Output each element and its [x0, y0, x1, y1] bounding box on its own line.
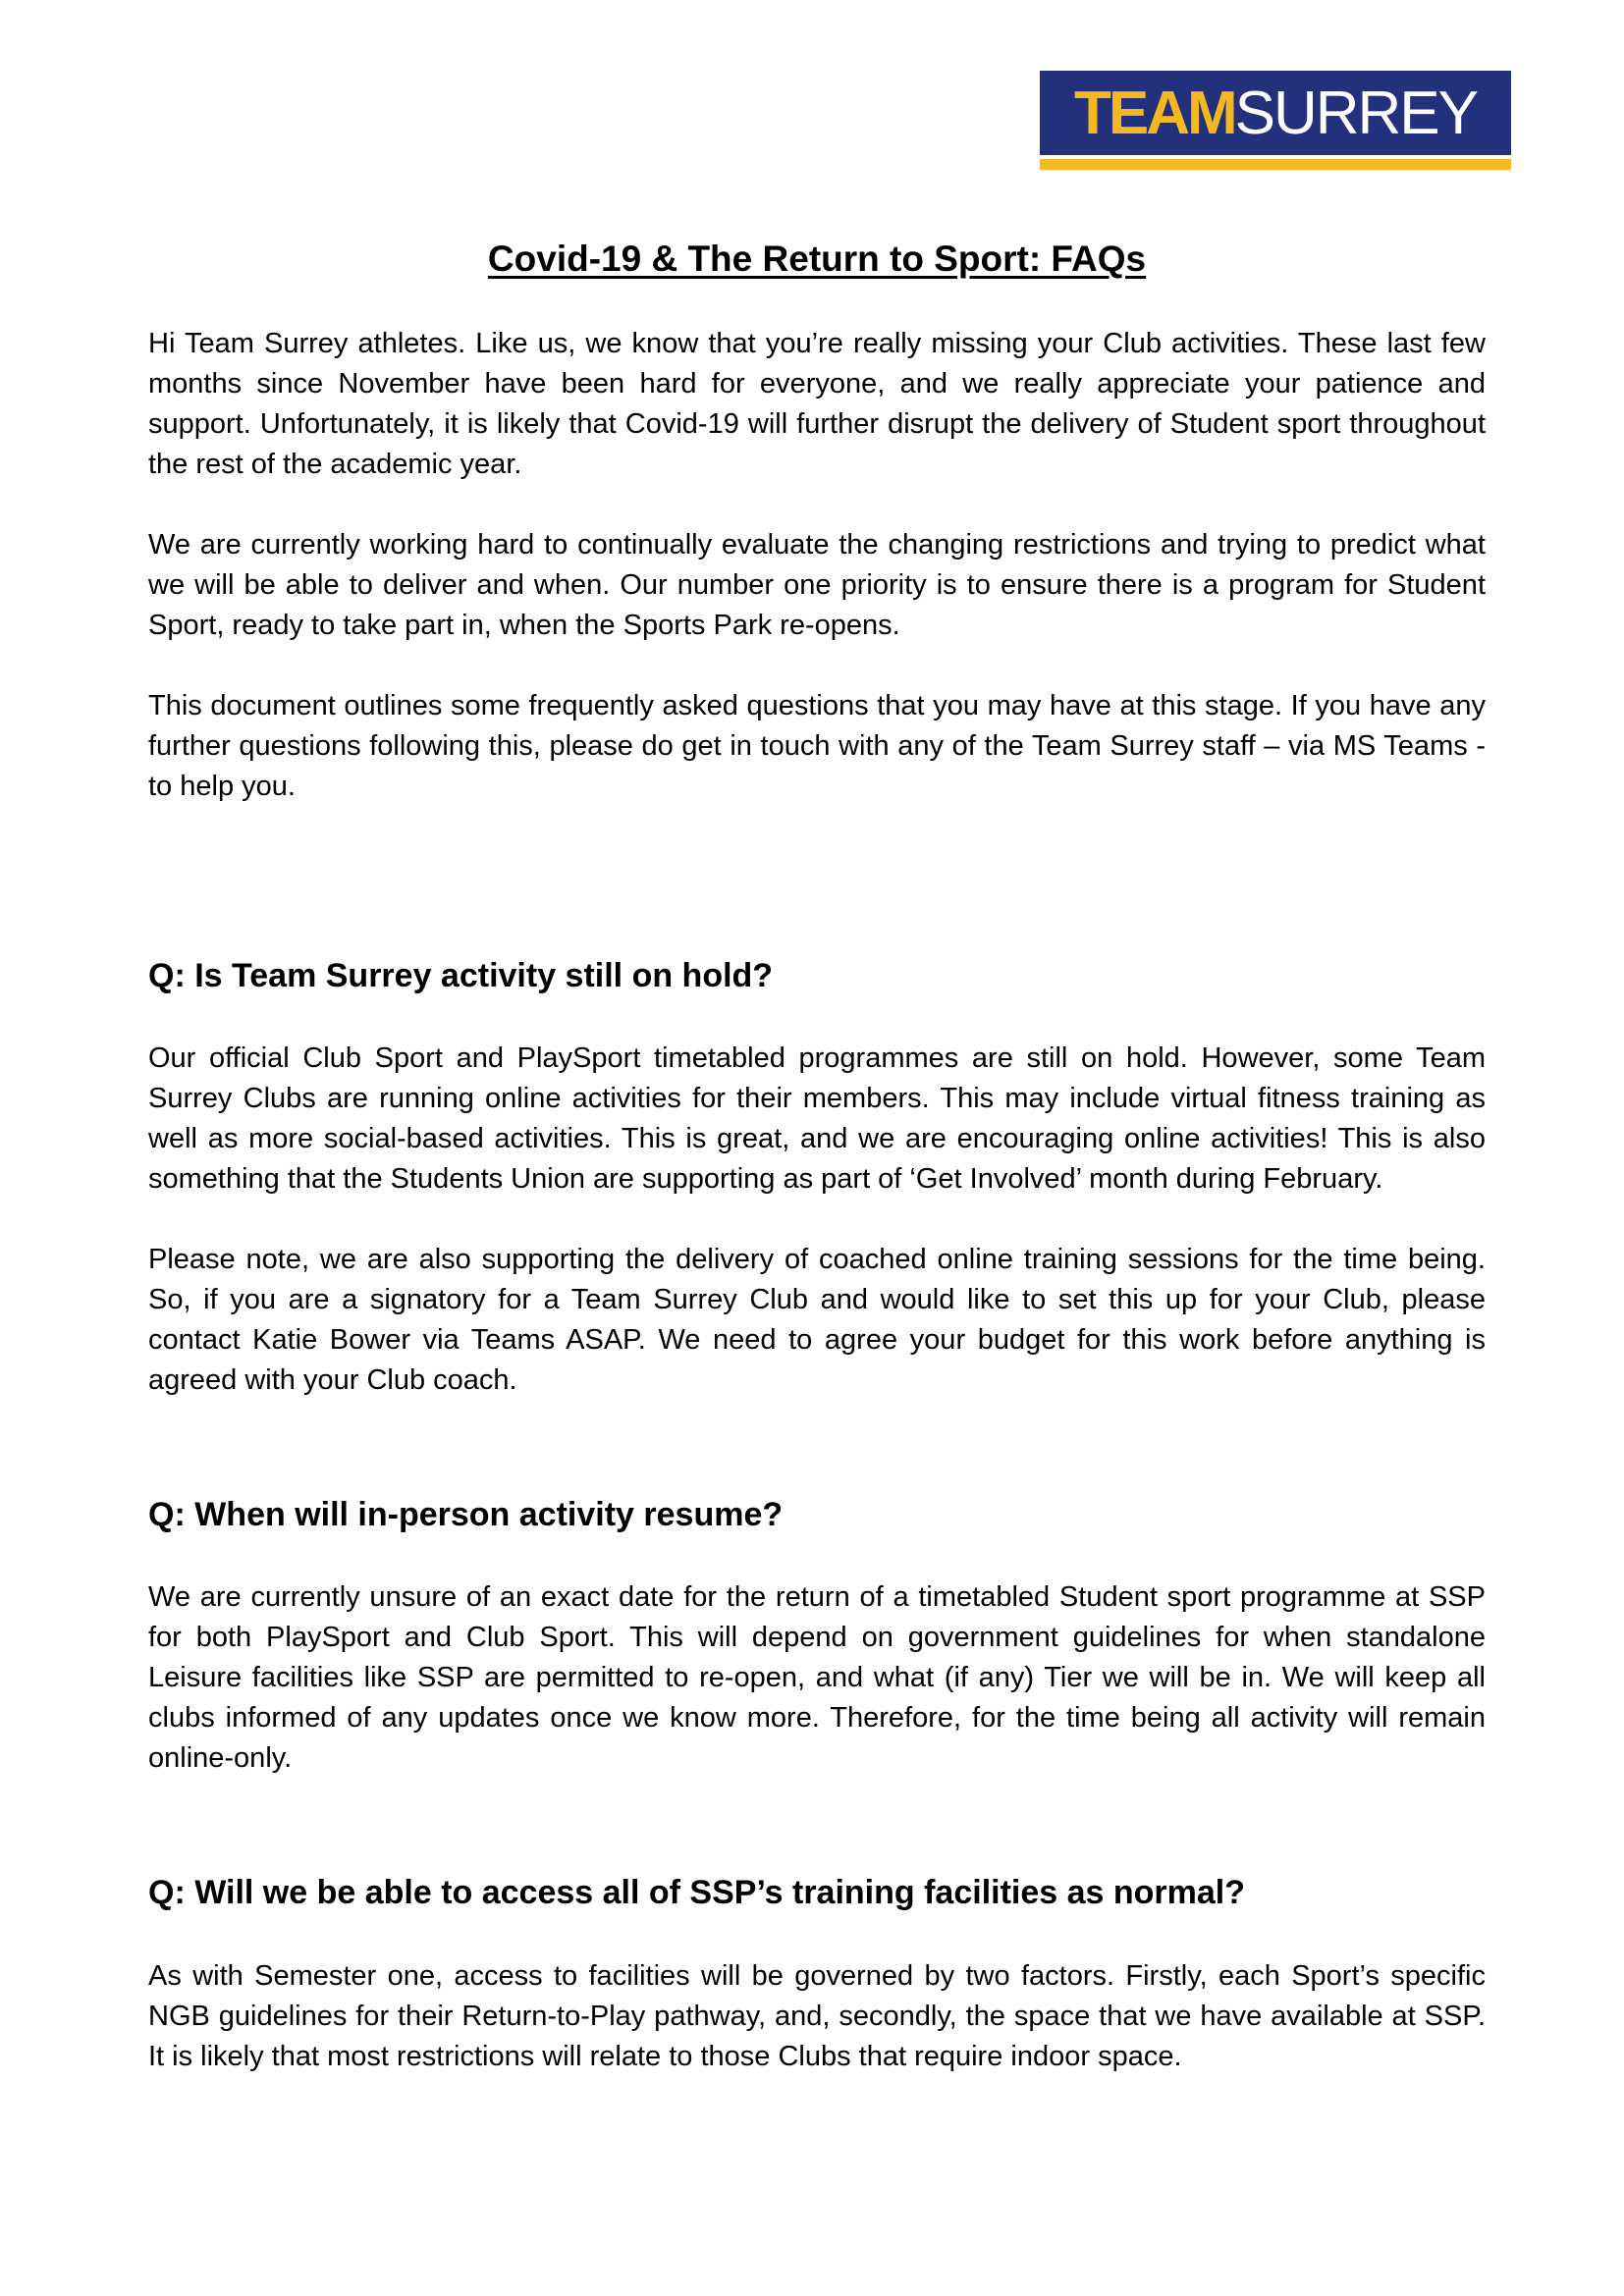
faq-answer: Our official Club Sport and PlaySport timetabled programmes are still on hold. However, some Team Surrey Clubs are running online activities for their members. This may include virtual fitness training as well as more social-based activities. This is great, and we are encouraging online activities! This is also something that the Students Union are supporting as part of ‘Get Involved’ month during February. [148, 1042, 1486, 1196]
logo-team-text: TEAM [1073, 79, 1235, 147]
faq-question: Q: Is Team Surrey activity still on hold? [148, 957, 774, 995]
faq-answer: As with Semester one, access to facilities will be governed by two factors. Firstly, each Sport’s specific NGB guidelines for their Return-to-Play pathway, and, secondly, the space that we have available at SSP. It is likely that most restrictions will relate to those Clubs that require indoor space. [148, 1959, 1486, 2072]
faq-question: Q: Will we be able to access all of SSP’s training facilities as normal? [148, 1874, 1246, 1912]
document-body [148, 236, 1486, 2117]
logo-underline [1040, 159, 1511, 170]
logo-wordmark [1040, 71, 1511, 155]
faq-answer: We are currently unsure of an exact date for the return of a timetabled Student sport programme at SSP for both PlaySport and Club Sport. This will depend on government guidelines for when standalone Leisure facilities like SSP are permitted to re-open, and what (if any) Tier we will be in. We will keep all clubs informed of any updates once we know more. Therefore, for the time being all activity will remain online-only. [148, 1581, 1486, 1775]
team-surrey-logo [1040, 71, 1511, 171]
document-title: Covid-19 & The Return to Sport: FAQs [487, 239, 1147, 279]
intro-paragraph: This document outlines some frequently asked questions that you may have at this stage. If you have any further questions following this, please do get in touch with any of the Team Surrey staff – via MS Teams - to help you. [148, 690, 1486, 803]
faq-answer: Please note, we are also supporting the delivery of coached online training sessions for the time being. So, if you are a signatory for a Team Surrey Club and would like to set this up for your Club, please contact Katie Bower via Teams ASAP. We need to agree your budget for this work before anything is agreed with your Club coach. [148, 1244, 1486, 1397]
intro-paragraph: Hi Team Surrey athletes. Like us, we know that you’re really missing your Club activities. These last few months since November have been hard for everyone, and we really appreciate your patience and support. Unfortunately, it is likely that Covid-19 will further disrupt the delivery of Student sport throughout the rest of the academic year. [148, 328, 1486, 481]
faq-question: Q: When will in-person activity resume? [148, 1496, 784, 1534]
logo-surrey-text: SURREY [1234, 79, 1478, 147]
intro-paragraph: We are currently working hard to continually evaluate the changing restrictions and trying to predict what we will be able to deliver and when. Our number one priority is to ensure there is a program for Student Sport, ready to take part in, when the Sports Park re-opens. [148, 529, 1486, 642]
